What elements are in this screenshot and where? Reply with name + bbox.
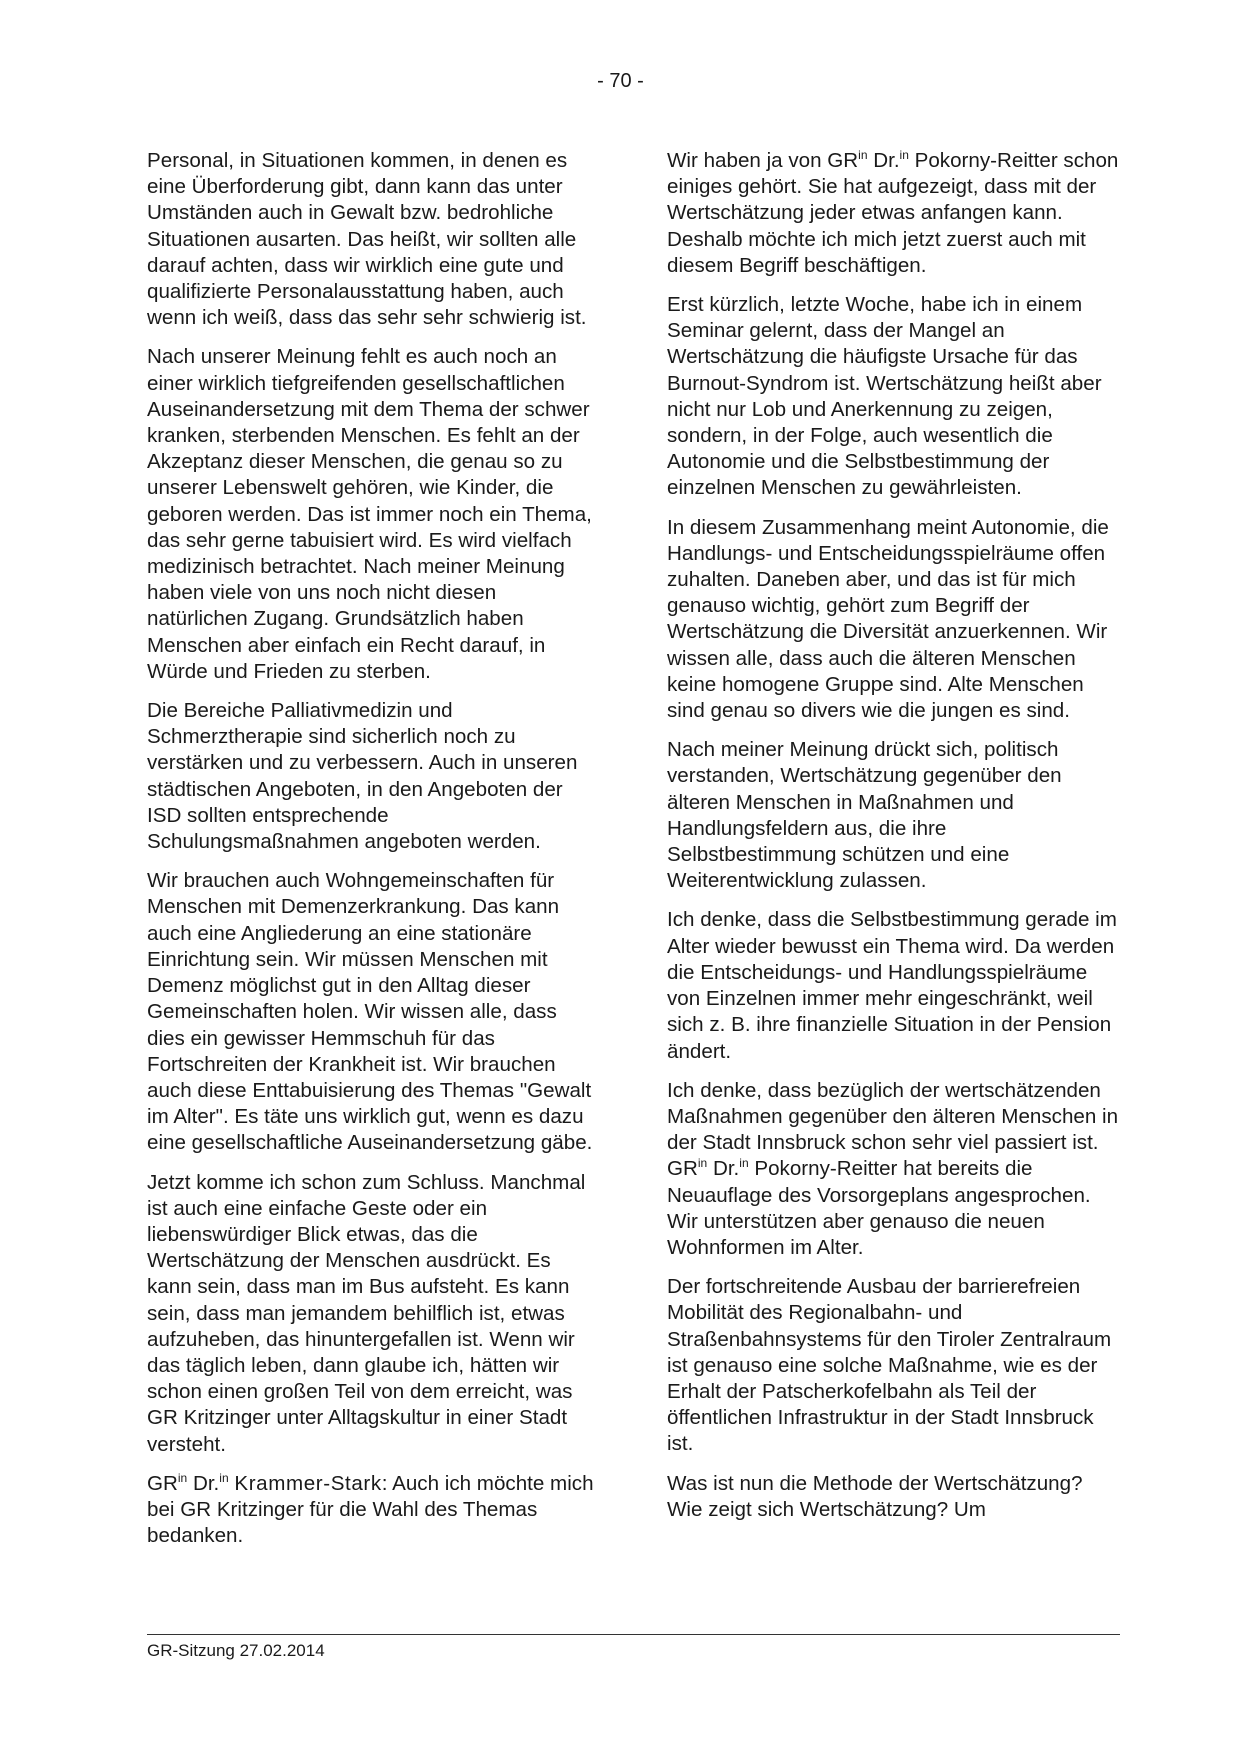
paragraph: Jetzt komme ich schon zum Schluss. Manchmal ist auch eine einfache Geste oder ein liebenswürdiger Blick etwas, das die Wertschätzung der Menschen ausdrückt. Es kann sein, dass man im Bus aufsteht. Es kann sein, dass man jemandem behilflich ist, etwas aufzuheben, das hinuntergefallen ist. Wenn wir das täglich leben, dann glaube ich, hätten wir schon einen großen Teil von dem erreicht, was GR Kritzinger unter Alltagskultur in einer Stadt versteht. [147, 1170, 586, 1456]
paragraph: Ich denke, dass die Selbstbestimmung gerade im Alter wieder bewusst ein Thema wird. Da werden die Entscheidungs- und Handlungsspielräume von Einzelnen immer mehr eingeschränkt, weil sich z. B. ihre finanzielle Situation in der Pension ändert. [667, 908, 1117, 1063]
title-dr: Dr. [867, 149, 900, 172]
speaker-title-dr: Dr. [192, 1471, 220, 1495]
speaker-text: : Auch ich möchte mich bei GR Kritzinger für die Wahl des Themas bedanken. [147, 1471, 594, 1548]
title-suffix: in [739, 1156, 749, 1171]
footer-divider [147, 1634, 1120, 1635]
paragraph [667, 148, 1120, 279]
paragraph: Personal, in Situationen kommen, in denen es eine Überforderung gibt, dann kann das unter Umständen auch in Gewalt bzw. bedrohliche Situationen ausarten. Das heißt, wir sollten alle darauf achten, dass wir wirklich eine gute und qualifizierte Personalausstattung haben, auch wenn ich weiß, dass das sehr sehr schwierig ist. [147, 149, 587, 330]
speaker-title-dr-suffix: in [219, 1470, 229, 1485]
left-column [147, 148, 597, 1562]
paragraph: Nach meiner Meinung drückt sich, politisch verstanden, Wertschätzung gegenüber den älteren Menschen in Maßnahmen und Handlungsfeldern aus, die ihre Selbstbestimmung schützen und eine Weiterentwicklung zulassen. [667, 738, 1062, 893]
title-dr: Dr. [707, 1157, 740, 1181]
paragraph: Erst kürzlich, letzte Woche, habe ich in einem Seminar gelernt, dass der Mangel an Wertschätzung die häufigste Ursache für das Burnout-Syndrom ist. Wertschätzung heißt aber nicht nur Lob und Anerkennung zu zeigen, sondern, in der Folge, auch wesentlich die Autonomie und die Selbstbestimmung der einzelnen Menschen zu gewährleisten. [667, 293, 1102, 500]
page-number: - 70 - [597, 70, 644, 92]
paragraph-text: Ich denke, dass bezüglich der wertschätzenden Maßnahmen gegenüber den älteren Menschen in der Stadt Innsbruck schon sehr viel passiert ist. GR [667, 1078, 1119, 1181]
paragraph-text: Wir haben ja von GR [667, 149, 859, 172]
paragraph: Die Bereiche Palliativmedizin und Schmerztherapie sind sicherlich noch zu verstärken und zu verbessern. Auch in unseren städtischen Angeboten, in den Angeboten der ISD sollten entsprechende Schulungsmaßnahmen angeboten werden. [147, 699, 578, 854]
footer-text: GR-Sitzung 27.02.2014 [147, 1641, 325, 1660]
paragraph: Wir brauchen auch Wohngemeinschaften für Menschen mit Demenzerkrankung. Das kann auch eine Angliederung an eine stationäre Einrichtung sein. Wir müssen Menschen mit Demenz möglichst gut in den Alltag dieser Gemeinschaften holen. Wir wissen alle, dass dies ein gewisser Hemmschuh für das Fortschreiten der Krankheit ist. Wir brauchen auch diese Enttabuisierung des Themas "Gewalt im Alter". Es täte uns wirklich gut, wenn es dazu eine gesellschaftliche Auseinandersetzung gäbe. [147, 869, 593, 1155]
paragraph-text: Pokorny-Reitter schon einiges gehört. Sie hat aufgezeigt, dass mit der Wertschätzung jeder etwas anfangen kann. Deshalb möchte ich mich jetzt zuerst auch mit diesem Begriff beschäftigen. [667, 149, 1119, 277]
title-suffix: in [899, 148, 909, 162]
title-suffix: in [697, 1156, 708, 1171]
title-suffix: in [858, 148, 868, 162]
speaker-title-gr: GR [147, 1471, 178, 1495]
paragraph: Nach unserer Meinung fehlt es auch noch an einer wirklich tiefgreifenden gesellschaftlichen Auseinandersetzung mit dem Thema der schwer kranken, sterbenden Menschen. Es fehlt an der Akzeptanz dieser Menschen, die genau so zu unserer Lebenswelt gehören, wie Kinder, die geboren werden. Das ist immer noch ein Thema, das sehr gerne tabuisiert wird. Es wird vielfach medizinisch betrachtet. Nach meiner Meinung haben viele von uns noch nicht diesen natürlichen Zugang. Grundsätzlich haben Menschen aber einfach ein Recht darauf, in Würde und Frieden zu sterben. [147, 345, 592, 683]
right-column [667, 148, 1120, 1536]
paragraph-text: Pokorny-Reitter hat bereits die Neuauflage des Vorsorgeplans angesprochen. Wir unterstützen aber genauso die neuen Wohnformen im Alter. [667, 1157, 1091, 1259]
paragraph: In diesem Zusammenhang meint Autonomie, die Handlungs- und Entscheidungsspielräume offen zuhalten. Daneben aber, und das ist für mich genauso wichtig, gehört zum Begriff der Wertschätzung die Diversität anzuerkennen. Wir wissen alle, dass auch die älteren Menschen keine homogene Gruppe sind. Alte Menschen sind genau so divers wie die jungen es sind. [667, 515, 1109, 723]
speaker-name: Krammer-Stark [234, 1471, 382, 1495]
paragraph: Was ist nun die Methode der Wertschätzung? Wie zeigt sich Wertschätzung? Um [667, 1471, 1083, 1521]
paragraph: Der fortschreitende Ausbau der barrierefreien Mobilität des Regionalbahn- und Straßenbahnsystems für den Tiroler Zentralraum ist genauso eine solche Maßnahme, wie es der Erhalt der Patscherkofelbahn als Teil der öffentlichen Infrastruktur in der Stadt Innsbruck ist. [667, 1275, 1112, 1456]
paragraph [667, 1078, 1120, 1261]
speaker-title-gr-suffix: in [177, 1470, 188, 1485]
speaker-paragraph [147, 1471, 597, 1550]
